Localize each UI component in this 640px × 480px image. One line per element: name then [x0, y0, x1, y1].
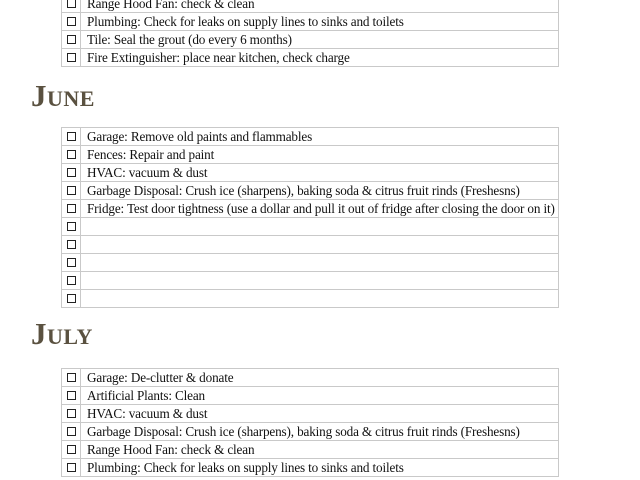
checkbox[interactable]	[67, 391, 76, 400]
list-item	[62, 49, 559, 67]
list-item	[62, 254, 559, 272]
list-item	[62, 290, 559, 308]
checkbox[interactable]	[67, 240, 76, 249]
task-text: Range Hood Fan: check & clean	[87, 0, 255, 11]
checkbox[interactable]	[67, 186, 76, 195]
task-text: Garbage Disposal: Crush ice (sharpens), baking soda & citrus fruit rinds (Freshesns)	[87, 424, 520, 439]
list-item	[62, 369, 559, 387]
task-text: Garbage Disposal: Crush ice (sharpens), baking soda & citrus fruit rinds (Freshesns)	[87, 183, 520, 198]
month-heading-june: June	[31, 78, 95, 113]
list-item	[62, 441, 559, 459]
checkbox[interactable]	[67, 53, 76, 62]
checkbox[interactable]	[67, 427, 76, 436]
list-item	[62, 182, 559, 200]
task-text: Garage: Remove old paints and flammables	[87, 129, 313, 144]
checkbox[interactable]	[67, 168, 76, 177]
task-text: Plumbing: Check for leaks on supply lines to sinks and toilets	[87, 460, 404, 475]
checkbox[interactable]	[67, 463, 76, 472]
list-item	[62, 387, 559, 405]
task-text: HVAC: vacuum & dust	[87, 165, 208, 180]
task-text: Fridge: Test door tightness (use a dollar and pull it out of fridge after closing the door on it)	[87, 201, 555, 216]
task-text: Fences: Repair and paint	[87, 147, 215, 162]
checkbox[interactable]	[67, 35, 76, 44]
list-item	[62, 13, 559, 31]
checkbox[interactable]	[67, 409, 76, 418]
task-text: Tile: Seal the grout (do every 6 months)	[87, 32, 292, 47]
task-text[interactable]	[81, 218, 558, 235]
list-item	[62, 459, 559, 477]
july-checklist	[61, 368, 559, 477]
list-item	[62, 236, 559, 254]
list-item	[62, 218, 559, 236]
task-text[interactable]	[81, 254, 558, 271]
task-text[interactable]	[81, 272, 558, 289]
checkbox[interactable]	[67, 132, 76, 141]
checkbox[interactable]	[67, 258, 76, 267]
checkbox[interactable]	[67, 294, 76, 303]
list-item	[62, 31, 559, 49]
task-text[interactable]	[81, 236, 558, 253]
june-checklist	[61, 127, 559, 308]
list-item	[62, 405, 559, 423]
list-item	[62, 272, 559, 290]
list-item	[62, 128, 559, 146]
checkbox[interactable]	[67, 204, 76, 213]
may-checklist	[61, 0, 559, 67]
checkbox[interactable]	[67, 0, 76, 8]
month-heading-july: July	[31, 316, 93, 351]
checkbox[interactable]	[67, 17, 76, 26]
list-item	[62, 423, 559, 441]
checkbox[interactable]	[67, 222, 76, 231]
list-item	[62, 146, 559, 164]
checkbox[interactable]	[67, 373, 76, 382]
task-text: Artificial Plants: Clean	[87, 388, 205, 403]
task-text: Range Hood Fan: check & clean	[87, 442, 255, 457]
task-text: Fire Extinguisher: place near kitchen, check charge	[87, 50, 350, 65]
task-text: HVAC: vacuum & dust	[87, 406, 208, 421]
checkbox[interactable]	[67, 445, 76, 454]
list-item	[62, 164, 559, 182]
list-item	[62, 200, 559, 218]
list-item	[62, 0, 559, 13]
task-text[interactable]	[81, 290, 558, 307]
checkbox[interactable]	[67, 276, 76, 285]
checkbox[interactable]	[67, 150, 76, 159]
task-text: Garage: De-clutter & donate	[87, 370, 234, 385]
task-text: Plumbing: Check for leaks on supply lines to sinks and toilets	[87, 14, 404, 29]
